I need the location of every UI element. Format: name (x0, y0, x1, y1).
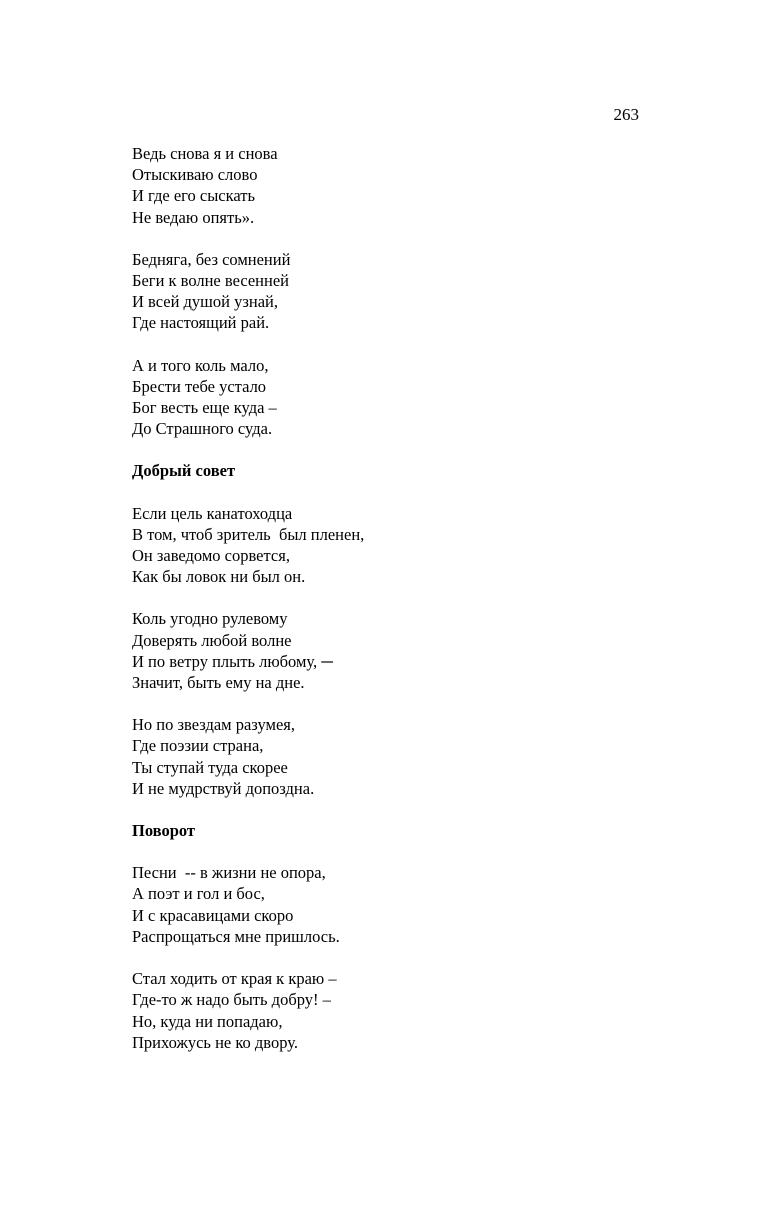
stanza (132, 249, 672, 334)
poem-title: Поворот (132, 821, 196, 841)
poem-line: Он заведомо сорвется, (132, 546, 290, 566)
poem-line: И по ветру плыть любому, ─ (132, 651, 333, 671)
poem-line: Доверять любой волне (132, 630, 292, 650)
poem-title: Добрый совет (132, 461, 236, 481)
poem-line: И с красавицами скоро (132, 905, 294, 925)
stanza (132, 714, 672, 799)
poem-line: Брести тебе устало (132, 376, 267, 396)
poem-line: А поэт и гол и бос, (132, 884, 265, 904)
page-number: 263 (613, 105, 639, 124)
stanza (132, 608, 672, 693)
poem-content (132, 143, 672, 1074)
poem-line: Где поэзии страна, (132, 736, 264, 756)
poem-line: Коль угодно рулевому (132, 609, 288, 629)
poem-line: Отыскиваю слово (132, 165, 258, 185)
poem-line: Но, куда ни попадаю, (132, 1011, 283, 1031)
poem-line: Ты ступай туда скорее (132, 757, 288, 777)
stanza (132, 968, 672, 1053)
poem-line: В том, чтоб зритель был пленен, (132, 524, 365, 544)
poem-line: Распрощаться мне пришлось. (132, 926, 340, 946)
poem-line: Беги к волне весенней (132, 271, 289, 291)
poem-line: Бедняга, без сомнений (132, 249, 291, 269)
stanza (132, 503, 672, 588)
poem-line: И всей душой узнай, (132, 292, 278, 312)
poem-line: Но по звездам разумея, (132, 715, 295, 735)
poem-line: Как бы ловок ни был он. (132, 567, 306, 587)
stanza (132, 355, 672, 440)
poem-line: А и того коль мало, (132, 355, 269, 375)
poem-line: И где его сыскать (132, 186, 256, 206)
poem-line: Песни -- в жизни не опора, (132, 863, 326, 883)
poem-line: Где-то ж надо быть добру! – (132, 990, 331, 1010)
poem-line: Значит, быть ему на дне. (132, 673, 305, 693)
poem-line: Прихожусь не ко двору. (132, 1032, 298, 1052)
poem-line: И не мудрствуй допоздна. (132, 778, 315, 798)
poem-line: Стал ходить от края к краю – (132, 969, 337, 989)
poem-line: До Страшного суда. (132, 419, 273, 439)
stanza (132, 862, 672, 947)
stanza (132, 143, 672, 228)
poem-line: Ведь снова я и снова (132, 144, 278, 163)
poem-line: Где настоящий рай. (132, 313, 270, 333)
poem-line: Бог весть еще куда – (132, 398, 277, 418)
poem-line: Если цель канатоходца (132, 503, 293, 523)
poem-line: Не ведаю опять». (132, 207, 255, 227)
